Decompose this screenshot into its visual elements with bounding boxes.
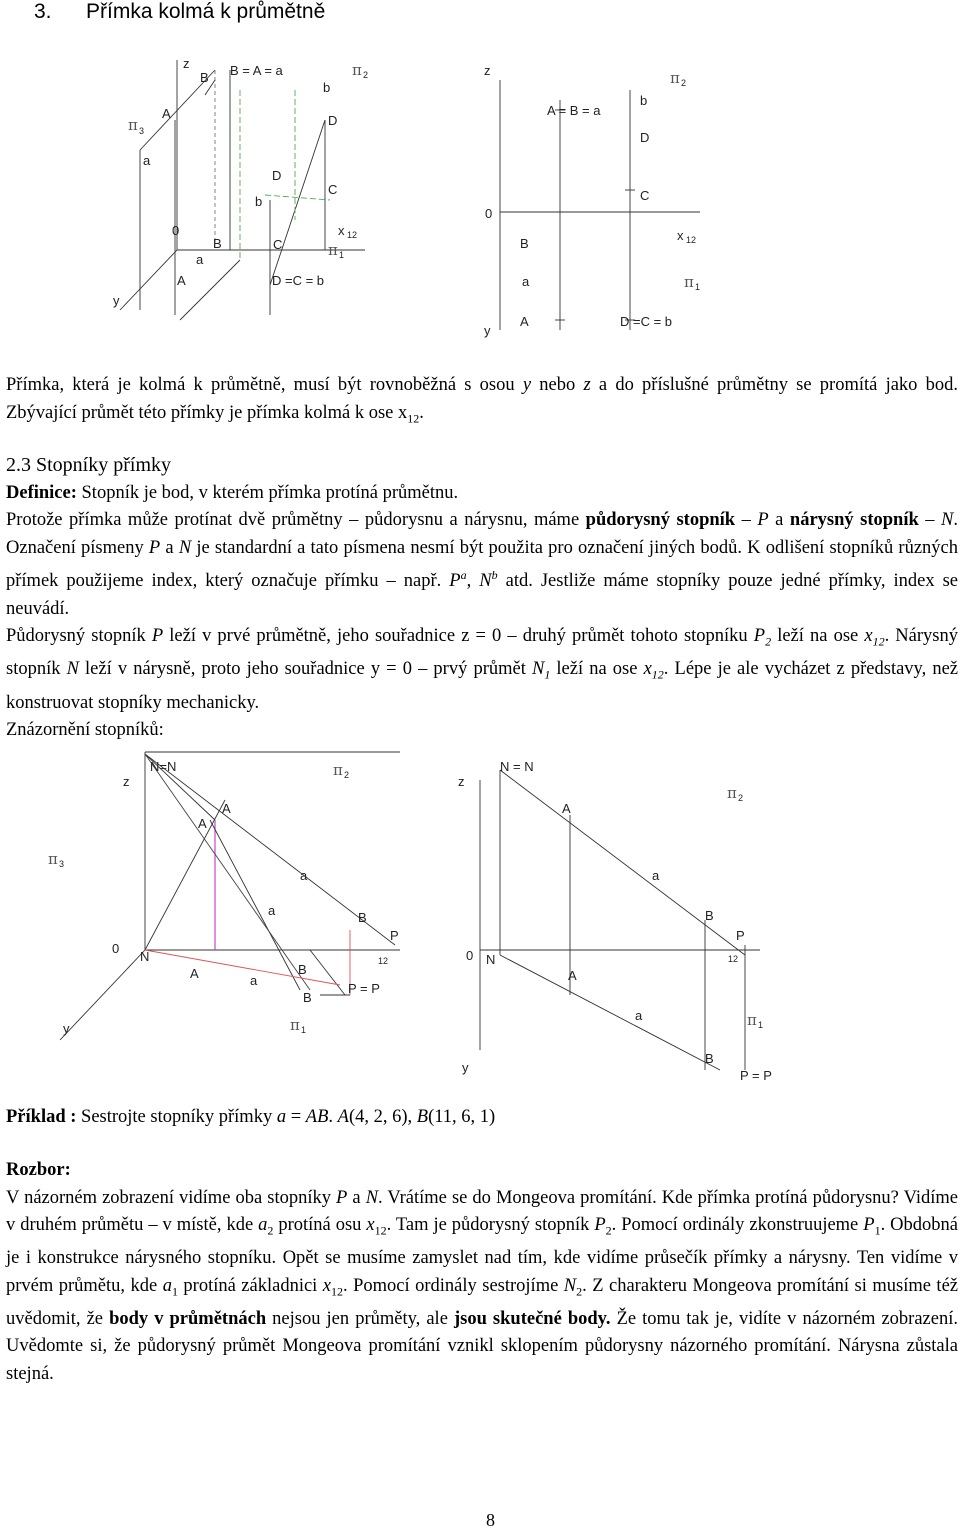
r-sub12b: 12 xyxy=(331,1284,344,1299)
p2-t2: – xyxy=(735,510,758,530)
y-axis-label-2: y xyxy=(63,1021,70,1036)
ex-a: a xyxy=(276,1107,287,1127)
pi1-sub-2r: 1 xyxy=(758,1020,764,1030)
z-axis-label-2r: z xyxy=(458,774,465,789)
y-axis-label: y xyxy=(113,293,120,308)
ex-t2: . xyxy=(328,1107,338,1127)
a1-small-label: a xyxy=(196,252,204,267)
para1-text3: a do příslušné průmětny se promítá jako bod. Zbývající průmět této přímky je přímka kolmá k ose x xyxy=(6,375,959,423)
p2-t6: a xyxy=(160,537,179,558)
c2-label-right: C xyxy=(640,188,650,203)
r-b2: jsou skutečné body. xyxy=(453,1308,611,1329)
ex-Avals: (4, 2, 6), xyxy=(348,1107,417,1127)
pi1-sub: 1 xyxy=(339,250,345,260)
r-sub12: 12 xyxy=(374,1223,387,1238)
pi1-label: π xyxy=(328,241,338,259)
a2-label-2: A xyxy=(222,801,231,816)
p3-t5: leží v nárysně, proto jeho souřadnice y = 0 – prvý průmět xyxy=(78,659,532,680)
a1-label-2r: A xyxy=(568,968,577,983)
a1-small-label-2: a xyxy=(250,973,258,988)
page-number: 8 xyxy=(486,1510,495,1530)
r-t11: nejsou jen průměty, ale xyxy=(266,1308,454,1329)
p3-sub12: 12 xyxy=(872,634,885,649)
p3-t6: leží na ose xyxy=(550,659,644,680)
b1-lower-label: B xyxy=(213,236,222,251)
ex-Bvals: (11, 6, 1) xyxy=(428,1107,496,1127)
pi2-label-2: π xyxy=(333,761,343,779)
b1-label-right: B xyxy=(520,236,529,251)
a1-small-label-2r: a xyxy=(635,1008,643,1023)
r-P2: P xyxy=(594,1215,606,1235)
example-section xyxy=(6,1104,958,1132)
a-label-2: A xyxy=(198,816,207,831)
b2-label-right: b xyxy=(640,93,648,108)
n1-label-2: N xyxy=(140,949,150,964)
a-small-label-2: a xyxy=(268,903,276,918)
ex-t1: Sestrojte stopníky přímky xyxy=(76,1107,277,1127)
definition xyxy=(6,480,958,508)
b2-label: b xyxy=(323,80,331,95)
z-axis-label: z xyxy=(183,56,190,71)
r-a1: a xyxy=(162,1275,172,1296)
p3-sub12b: 12 xyxy=(651,668,664,683)
a1-upper-label: A xyxy=(162,106,171,121)
p3-t7: . Lépe je ale vycházet z představy, než konstruovat stopníky mechanicky. xyxy=(6,659,959,713)
p2-t4: – xyxy=(918,510,942,530)
p2-P2: P xyxy=(148,537,161,558)
paragraph-trace-coords xyxy=(6,623,958,717)
p1p-label-2r: P = P xyxy=(740,1068,772,1083)
p2-t3: a xyxy=(768,510,790,530)
origin-label: 0 xyxy=(172,223,180,238)
para1-text2: nebo xyxy=(531,375,584,395)
fig2-left-diagram xyxy=(60,752,400,1040)
fig2-right-labels xyxy=(458,759,772,1083)
pi2-sub-2r: 2 xyxy=(738,793,744,803)
n2n-label: N = N xyxy=(500,759,534,774)
ex-B: B xyxy=(416,1107,429,1127)
p3-x2: x xyxy=(643,659,652,680)
section-stopniky xyxy=(6,452,958,745)
pi2-label: π xyxy=(352,61,362,79)
fig2-right-diagram xyxy=(480,770,760,1070)
r-t8: protíná základnici xyxy=(177,1275,323,1296)
fig2-left-labels xyxy=(48,759,399,1036)
r-b1: body v průmětnách xyxy=(109,1308,267,1329)
para1-text4: . xyxy=(419,402,424,423)
figure-traces xyxy=(0,740,960,1090)
pp1-label-2: P = P xyxy=(348,981,380,996)
p3-t2: leží v prvé průmětně, jeho souřadnice z = 0 – druhý průmět tohoto stopníku xyxy=(163,626,754,647)
p2-N2: N xyxy=(178,537,192,558)
definition-label: Definice: xyxy=(6,482,77,503)
pi3-label-2: π xyxy=(48,850,58,868)
r-t2: a xyxy=(347,1187,366,1208)
r-P1: P xyxy=(863,1215,875,1235)
r-N: N xyxy=(365,1187,379,1208)
page-heading xyxy=(34,0,325,24)
para1-y: y xyxy=(522,375,532,395)
p2-t8: , xyxy=(466,571,480,592)
b-label: b xyxy=(255,194,263,209)
r-sub1: 1 xyxy=(874,1223,881,1238)
b1-label-2: B xyxy=(303,990,312,1005)
r-t4: protíná osu xyxy=(273,1215,367,1235)
a1-upper-right: A xyxy=(520,314,529,329)
example-task xyxy=(6,1104,958,1132)
p2-Pa-sup: a xyxy=(460,568,467,582)
p3-t3: leží na ose xyxy=(771,626,865,647)
c2-label: C xyxy=(328,182,338,197)
p3-t4: . Nárysný stopník xyxy=(6,626,958,680)
p2-P: P xyxy=(757,510,769,530)
a1-label-2: A xyxy=(190,966,199,981)
paragraph-perpendicular xyxy=(6,372,958,433)
r-t12: Že tomu tak je, vidíte v názorném zobrazení. Uvědomte si, že půdorysný průmět Mongeova promítání vznikl sklopením půdorysny názorného promítání. Nárysna zůstala stejná. xyxy=(6,1308,958,1384)
p3-sub1: 1 xyxy=(544,668,551,683)
p2-Nb: N xyxy=(479,571,492,592)
r-x: x xyxy=(366,1215,375,1235)
ex-AB: AB xyxy=(305,1107,329,1127)
p3-N: N xyxy=(66,659,79,680)
para1-sub12: 12 xyxy=(407,411,420,426)
z-axis-label-2: z xyxy=(123,774,130,789)
p2-b1: půdorysný stopník xyxy=(585,510,736,530)
paragraph-traces xyxy=(6,507,958,623)
x12-label-2: 12 xyxy=(378,956,389,966)
a1-lower-label: A xyxy=(177,273,186,288)
definition-text: Stopník je bod, v kterém přímka protíná průmětnu. xyxy=(76,482,459,503)
p2-t9: atd. Jestliže máme stopníky pouze jedné přímky, index se neuvádí. xyxy=(6,571,958,619)
x12-label-2r: 12 xyxy=(728,954,739,964)
analysis-label: Rozbor: xyxy=(6,1160,71,1180)
p3-N1: N xyxy=(531,659,545,680)
x12-label: x xyxy=(338,223,345,238)
p2-label-2: P xyxy=(390,928,399,943)
fig1-right-labels xyxy=(484,63,700,338)
pi1-sub-right: 1 xyxy=(695,282,701,292)
pi2-sub: 2 xyxy=(363,70,369,80)
pi2-label-2r: π xyxy=(727,784,737,802)
a2-label-2r: A xyxy=(562,801,571,816)
r-t3: . Vrátíme se do Mongeova promítání. Kde přímka protíná půdorysnu? Vidíme v druhém průmětu – v místě, kde xyxy=(6,1187,958,1235)
znazorneni-label: Znázornění stopníků: xyxy=(6,720,164,741)
ex-eq: = xyxy=(286,1107,306,1127)
r-t7: . Obdobná je i konstrukce nárysného stopníku. Opět se musíme zamyslet nad tím, kde vidíme průsečík přímky a nárysny. Ten vidíme v prvém průmětu, kde xyxy=(6,1215,958,1296)
r-t1: V názorném zobrazení vidíme oba stopníky xyxy=(6,1187,337,1208)
p3-x: x xyxy=(864,626,873,647)
origin-label-right: 0 xyxy=(485,206,493,221)
origin-label-2r: 0 xyxy=(466,948,474,963)
b2-label-2r: B xyxy=(705,908,714,923)
r-t9: . Pomocí ordinály sestrojíme xyxy=(343,1275,564,1296)
p3-sub2: 2 xyxy=(765,634,772,649)
n1-label-2r: N xyxy=(486,952,496,967)
d-label: D xyxy=(272,168,282,183)
pi2-label-right: π xyxy=(670,69,680,87)
p3-P2: P xyxy=(753,626,766,647)
a1-label-right: a xyxy=(522,274,530,289)
ex-A: A xyxy=(337,1107,349,1127)
y-axis-label-right: y xyxy=(484,323,491,338)
pi3-label: π xyxy=(128,116,138,134)
nn2-label: N=N xyxy=(150,759,177,774)
heading-title: Přímka kolmá k průmětně xyxy=(86,0,326,23)
d1c1b1-label-right: D =C = b xyxy=(620,314,673,329)
pi1-label-2: π xyxy=(290,1016,300,1034)
pi1-label-2r: π xyxy=(747,1011,757,1029)
r-sub2b: 2 xyxy=(605,1223,612,1238)
r-t6: . Pomocí ordinály zkonstruujeme xyxy=(611,1215,864,1235)
r-N2: N xyxy=(563,1275,577,1296)
a2-small-label-2r: a xyxy=(652,868,660,883)
r-x2: x xyxy=(322,1275,332,1296)
a-label: a xyxy=(143,153,151,168)
figure-perpendicular-line xyxy=(0,30,960,375)
p2-t7: je standardní a tato písmena nesmí být použita pro označení jiných bodů. K odlišení stopníků různých přímek použijeme index, který označuje přímku – např. xyxy=(6,537,958,592)
x12-sub: 12 xyxy=(347,230,358,240)
b2a2a2-label: B = A = a xyxy=(230,63,283,78)
p2-N: N xyxy=(941,510,954,530)
r-sub1b: 1 xyxy=(171,1284,178,1299)
pi2-sub-right: 2 xyxy=(681,78,687,88)
r-a: a xyxy=(258,1215,268,1235)
r-sub2: 2 xyxy=(267,1223,274,1238)
x12-sub-right: 12 xyxy=(686,235,697,245)
r-P: P xyxy=(336,1187,348,1208)
y-axis-label-2r: y xyxy=(462,1060,469,1075)
section-title: 2.3 Stopníky přímky xyxy=(6,454,172,476)
para1-text1: Přímka, která je kolmá k průmětně, musí být rovnoběžná s osou xyxy=(6,375,523,395)
p2-Nb-sup: b xyxy=(491,568,498,582)
a2b2a2-label: A = B = a xyxy=(547,103,601,118)
p3-t1: Půdorysný stopník xyxy=(6,626,152,647)
r-t10: . Z charakteru Mongeova promítání si musíme též uvědomit, že xyxy=(6,1275,958,1329)
x12-label-right: x xyxy=(677,228,684,243)
analysis-text xyxy=(6,1185,958,1389)
b1-label: B xyxy=(200,70,209,85)
b1-label-2r: B xyxy=(705,1051,714,1066)
b-label-2: B xyxy=(298,962,307,977)
r-t5: . Tam je půdorysný stopník xyxy=(386,1215,595,1235)
d2-label: D xyxy=(328,113,338,128)
pi3-sub-2: 3 xyxy=(59,859,65,869)
p2-t5: . Označení písmeny xyxy=(6,510,959,558)
p3-P: P xyxy=(151,626,164,647)
origin-label-2: 0 xyxy=(112,941,120,956)
z-axis-label-right: z xyxy=(484,63,491,78)
analysis-section xyxy=(6,1157,958,1388)
b2-label-2: B xyxy=(358,910,367,925)
d1c1b1-label: D =C = b xyxy=(272,273,325,288)
pi1-sub-2: 1 xyxy=(301,1025,307,1035)
pi3-sub: 3 xyxy=(139,126,145,136)
pi2-sub-2: 2 xyxy=(344,770,350,780)
d2-label-right: D xyxy=(640,130,650,145)
r-sub2c: 2 xyxy=(576,1284,583,1299)
para1-z: z xyxy=(583,375,591,395)
example-label: Příklad : xyxy=(6,1107,77,1127)
a2-small-label-2: a xyxy=(300,868,308,883)
p2-t1: Protože přímka může protínat dvě průmětny – půdorysnu a nárysnu, máme xyxy=(6,510,586,530)
p2-Pa: P xyxy=(449,571,461,592)
c-label: C xyxy=(273,237,283,252)
p2-label-2r: P xyxy=(736,928,745,943)
p2-b2: nárysný stopník xyxy=(789,510,919,530)
fig1-left-labels xyxy=(113,56,368,308)
heading-number: 3. xyxy=(34,0,52,23)
pi1-label-right: π xyxy=(684,273,694,291)
